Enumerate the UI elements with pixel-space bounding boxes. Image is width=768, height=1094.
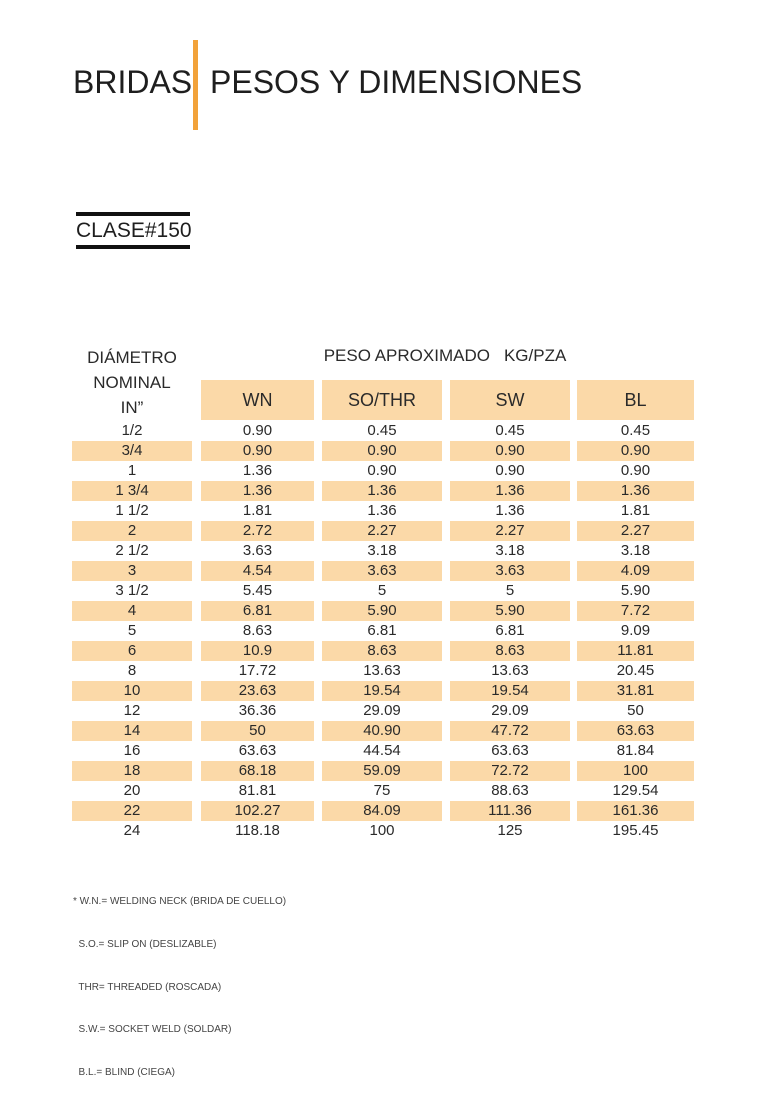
cell-sw: 2.27	[450, 521, 570, 541]
table-row	[72, 501, 694, 521]
cell-wn: 8.63	[242, 622, 273, 639]
cell-diameter: 2 1/2	[115, 542, 149, 559]
cell-wn: 63.63	[238, 742, 277, 759]
table-row	[72, 461, 694, 481]
diameter-header-line: DIÁMETRO	[87, 348, 177, 367]
cell-diameter: 14	[72, 721, 192, 741]
cell-diameter: 1	[127, 462, 137, 479]
table-row	[72, 521, 694, 541]
table-row	[72, 621, 694, 641]
cell-so-thr: 3.18	[367, 542, 397, 559]
cell-diameter: 8	[127, 662, 137, 679]
cell-so-thr: 19.54	[322, 681, 442, 701]
cell-diameter: 3	[72, 561, 192, 581]
cell-sw: 5	[505, 582, 515, 599]
cell-sw: 19.54	[450, 681, 570, 701]
cell-so-thr: 5	[377, 582, 387, 599]
cell-bl: 20.45	[616, 662, 655, 679]
cell-wn: 6.81	[201, 601, 314, 621]
cell-bl: 161.36	[577, 801, 694, 821]
column-header-wn: WN	[201, 380, 314, 420]
footnote-line: S.W.= SOCKET WELD (SOLDAR)	[73, 1024, 232, 1036]
cell-so-thr: 13.63	[363, 662, 401, 679]
cell-sw: 0.90	[450, 441, 570, 461]
cell-so-thr: 100	[369, 822, 395, 839]
cell-so-thr: 75	[373, 782, 391, 799]
cell-bl: 31.81	[577, 681, 694, 701]
diameter-header-line: NOMINAL	[93, 373, 171, 392]
cell-sw: 0.90	[495, 462, 525, 479]
table-row	[72, 661, 694, 681]
cell-wn: 118.18	[235, 822, 280, 839]
cell-diameter: 4	[72, 601, 192, 621]
cell-bl: 4.09	[577, 561, 694, 581]
cell-bl: 129.54	[612, 782, 659, 799]
cell-diameter: 24	[123, 822, 141, 839]
table-row	[72, 681, 694, 701]
cell-so-thr: 40.90	[322, 721, 442, 741]
cell-wn: 36.36	[238, 702, 277, 719]
cell-so-thr: 84.09	[322, 801, 442, 821]
cell-wn: 81.81	[238, 782, 277, 799]
cell-sw: 8.63	[450, 641, 570, 661]
cell-bl: 9.09	[620, 622, 651, 639]
cell-sw: 88.63	[491, 782, 529, 799]
title-pesos-dimensiones: PESOS Y DIMENSIONES	[210, 64, 583, 100]
cell-bl: 3.18	[620, 542, 651, 559]
cell-sw: 13.63	[491, 662, 529, 679]
cell-sw: 1.36	[450, 481, 570, 501]
cell-wn: 1.36	[242, 462, 273, 479]
cell-sw: 47.72	[450, 721, 570, 741]
diameter-header	[72, 345, 192, 420]
cell-wn: 3.63	[242, 542, 273, 559]
peso-label: PESO APROXIMADO	[323, 346, 490, 365]
diameter-header-line: IN”	[120, 398, 144, 417]
footnotes	[73, 867, 286, 1094]
cell-bl: 0.90	[620, 462, 651, 479]
cell-wn: 5.45	[242, 582, 273, 599]
cell-wn: 4.54	[201, 561, 314, 581]
cell-wn: 10.9	[201, 641, 314, 661]
table-row	[72, 581, 694, 601]
footnote-line: THR= THREADED (ROSCADA)	[73, 981, 222, 993]
cell-wn: 68.18	[201, 761, 314, 781]
cell-sw: 1.36	[495, 502, 525, 519]
cell-sw: 3.18	[495, 542, 525, 559]
cell-sw: 63.63	[491, 742, 529, 759]
cell-wn: 50	[201, 721, 314, 741]
cell-wn: 0.90	[242, 422, 273, 439]
cell-so-thr: 1.36	[367, 502, 397, 519]
table-row	[72, 761, 694, 781]
cell-bl: 11.81	[577, 641, 694, 661]
peso-header	[250, 346, 640, 366]
table-row	[72, 821, 694, 841]
cell-wn: 2.72	[201, 521, 314, 541]
table-row	[72, 641, 694, 661]
cell-bl: 1.36	[577, 481, 694, 501]
cell-so-thr: 2.27	[322, 521, 442, 541]
cell-sw: 72.72	[450, 761, 570, 781]
cell-wn: 1.36	[201, 481, 314, 501]
cell-bl: 1.81	[620, 502, 651, 519]
clase-heading	[76, 212, 190, 249]
cell-so-thr: 3.63	[322, 561, 442, 581]
cell-so-thr: 29.09	[363, 702, 401, 719]
cell-wn: 0.90	[201, 441, 314, 461]
column-header-sw: SW	[450, 380, 570, 420]
title-bridas: BRIDAS	[73, 64, 193, 100]
footnote-line: * W.N.= WELDING NECK (BRIDA DE CUELLO)	[73, 896, 287, 908]
cell-so-thr: 0.90	[367, 462, 397, 479]
cell-so-thr: 5.90	[322, 601, 442, 621]
footnote-line: S.O.= SLIP ON (DESLIZABLE)	[73, 939, 217, 951]
table-row	[72, 601, 694, 621]
cell-diameter: 3 1/2	[115, 582, 149, 599]
table-row	[72, 541, 694, 561]
clase-label: CLASE#150	[76, 219, 192, 242]
cell-sw: 29.09	[491, 702, 529, 719]
cell-wn: 17.72	[238, 662, 277, 679]
cell-bl: 0.90	[577, 441, 694, 461]
cell-bl: 7.72	[577, 601, 694, 621]
cell-so-thr: 0.90	[322, 441, 442, 461]
cell-bl: 5.90	[620, 582, 651, 599]
cell-diameter: 1/2	[121, 422, 143, 439]
cell-wn: 23.63	[201, 681, 314, 701]
cell-bl: 100	[577, 761, 694, 781]
cell-sw: 6.81	[495, 622, 525, 639]
clase-rule-bottom	[76, 245, 190, 249]
cell-diameter: 2	[72, 521, 192, 541]
cell-so-thr: 8.63	[322, 641, 442, 661]
column-header-bl: BL	[577, 380, 694, 420]
table-row	[72, 741, 694, 761]
cell-sw: 125	[497, 822, 523, 839]
cell-diameter: 22	[72, 801, 192, 821]
cell-so-thr: 59.09	[322, 761, 442, 781]
cell-sw: 3.63	[450, 561, 570, 581]
cell-diameter: 12	[123, 702, 141, 719]
table-row	[72, 421, 694, 441]
title-divider	[193, 40, 198, 130]
cell-diameter: 20	[123, 782, 141, 799]
cell-diameter: 3/4	[72, 441, 192, 461]
cell-bl: 50	[627, 702, 644, 719]
cell-diameter: 18	[72, 761, 192, 781]
column-header-so-thr: SO/THR	[322, 380, 442, 420]
table-row	[72, 721, 694, 741]
table-row	[72, 701, 694, 721]
table-row	[72, 781, 694, 801]
cell-bl: 81.84	[616, 742, 655, 759]
cell-wn: 102.27	[201, 801, 314, 821]
cell-so-thr: 0.45	[367, 422, 397, 439]
cell-diameter: 1 1/2	[115, 502, 149, 519]
cell-diameter: 10	[72, 681, 192, 701]
cell-diameter: 16	[123, 742, 141, 759]
cell-diameter: 6	[72, 641, 192, 661]
cell-diameter: 1 3/4	[72, 481, 192, 501]
cell-sw: 5.90	[450, 601, 570, 621]
cell-sw: 111.36	[450, 801, 570, 821]
cell-so-thr: 1.36	[322, 481, 442, 501]
peso-unit: KG/PZA	[503, 346, 567, 365]
cell-bl: 2.27	[577, 521, 694, 541]
table-row	[72, 561, 694, 581]
table-row	[72, 441, 694, 461]
cell-bl: 63.63	[577, 721, 694, 741]
cell-sw: 0.45	[495, 422, 525, 439]
table-row	[72, 801, 694, 821]
cell-so-thr: 44.54	[363, 742, 401, 759]
cell-so-thr: 6.81	[367, 622, 397, 639]
footnote-line: B.L.= BLIND (CIEGA)	[73, 1066, 175, 1078]
cell-diameter: 5	[127, 622, 137, 639]
table-row	[72, 481, 694, 501]
cell-bl: 195.45	[612, 822, 659, 839]
cell-wn: 1.81	[242, 502, 273, 519]
cell-bl: 0.45	[620, 422, 651, 439]
